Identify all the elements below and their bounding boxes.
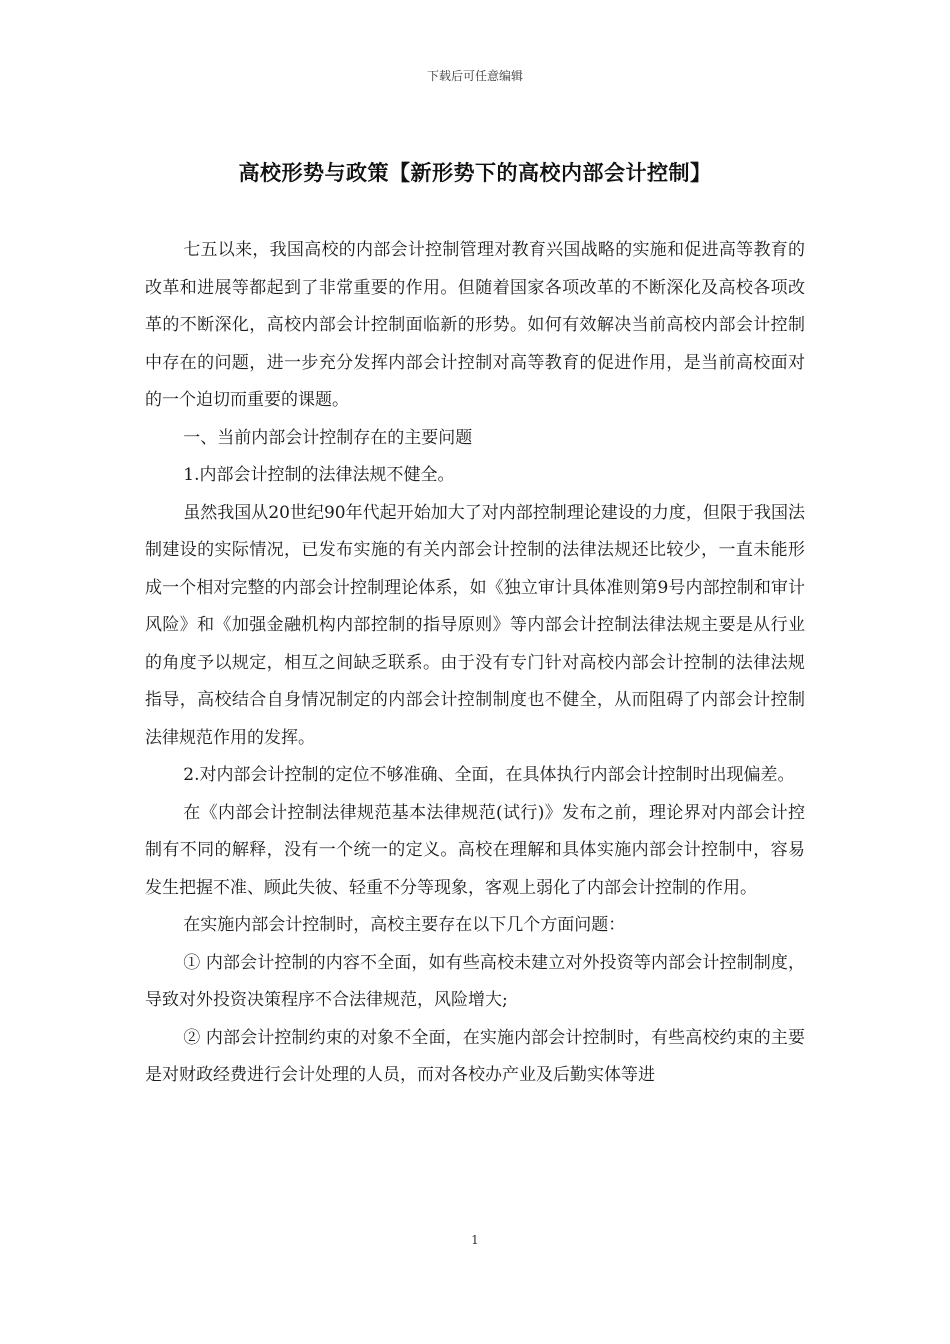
body-paragraph: 在实施内部会计控制时，高校主要存在以下几个方面问题： <box>183 915 626 935</box>
document-title: 高校形势与政策【新形势下的高校内部会计控制】 <box>238 160 712 185</box>
section-heading-1: 一、当前内部会计控制存在的主要问题 <box>183 427 473 448</box>
body-paragraph: 在《内部会计控制法律规范基本法律规范(试行)》发布之前，理论界对内部会计控制有不同的解释，没有一个统一的定义。高校在理解和具体实施内部会计控制中，容易发生把握不准、顾此失彼、轻重不分等现象，客观上弱化了内部会计控制的作用。 <box>145 802 805 898</box>
page-header-note: 下载后可任意编辑 <box>426 69 523 83</box>
subheading-1: 1.内部会计控制的法律法规不健全。 <box>183 465 455 485</box>
list-item-1: ① 内部会计控制的内容不全面，如有些高校未建立对外投资等内部会计控制制度，导致对外投资决策程序不合法律规范，风险增大; <box>145 952 805 1010</box>
body-paragraph: 虽然我国从20世纪90年代起开始加大了对内部控制理论建设的力度，但限于我国法制建设的实际情况，已发布实施的有关内部会计控制的法律法规还比较少，一直未能形成一个相对完整的内部会计控制理论体系，如《独立审计具体准则第9号内部控制和审计风险》和《加强金融机构内部控制的指导原则》等内部会计控制法律法规主要是从行业的角度予以规定，相互之间缺乏联系。由于没有专门针对高校内部会计控制的法律法规指导，高校结合自身情况制定的内部会计控制制度也不健全，从而阻碍了内部会计控制法律规范作用的发挥。 <box>145 502 805 748</box>
subheading-2: 2.对内部会计控制的定位不够准确、全面，在具体执行内部会计控制时出现偏差。 <box>183 765 795 785</box>
list-item-2: ② 内部会计控制约束的对象不全面，在实施内部会计控制时，有些高校约束的主要是对财政经费进行会计处理的人员，而对各校办产业及后勤实体等进 <box>145 1027 805 1085</box>
intro-paragraph: 七五以来，我国高校的内部会计控制管理对教育兴国战略的实施和促进高等教育的改革和进展等都起到了非常重要的作用。但随着国家各项改革的不断深化及高校各项改革的不断深化，高校内部会计控制面临新的形势。如何有效解决当前高校内部会计控制中存在的问题，进一步充分发挥内部会计控制对高等教育的促进作用，是当前高校面对的一个迫切而重要的课题。 <box>145 240 805 410</box>
page-number: 1 <box>471 1233 479 1247</box>
document-body <box>145 232 805 1095</box>
